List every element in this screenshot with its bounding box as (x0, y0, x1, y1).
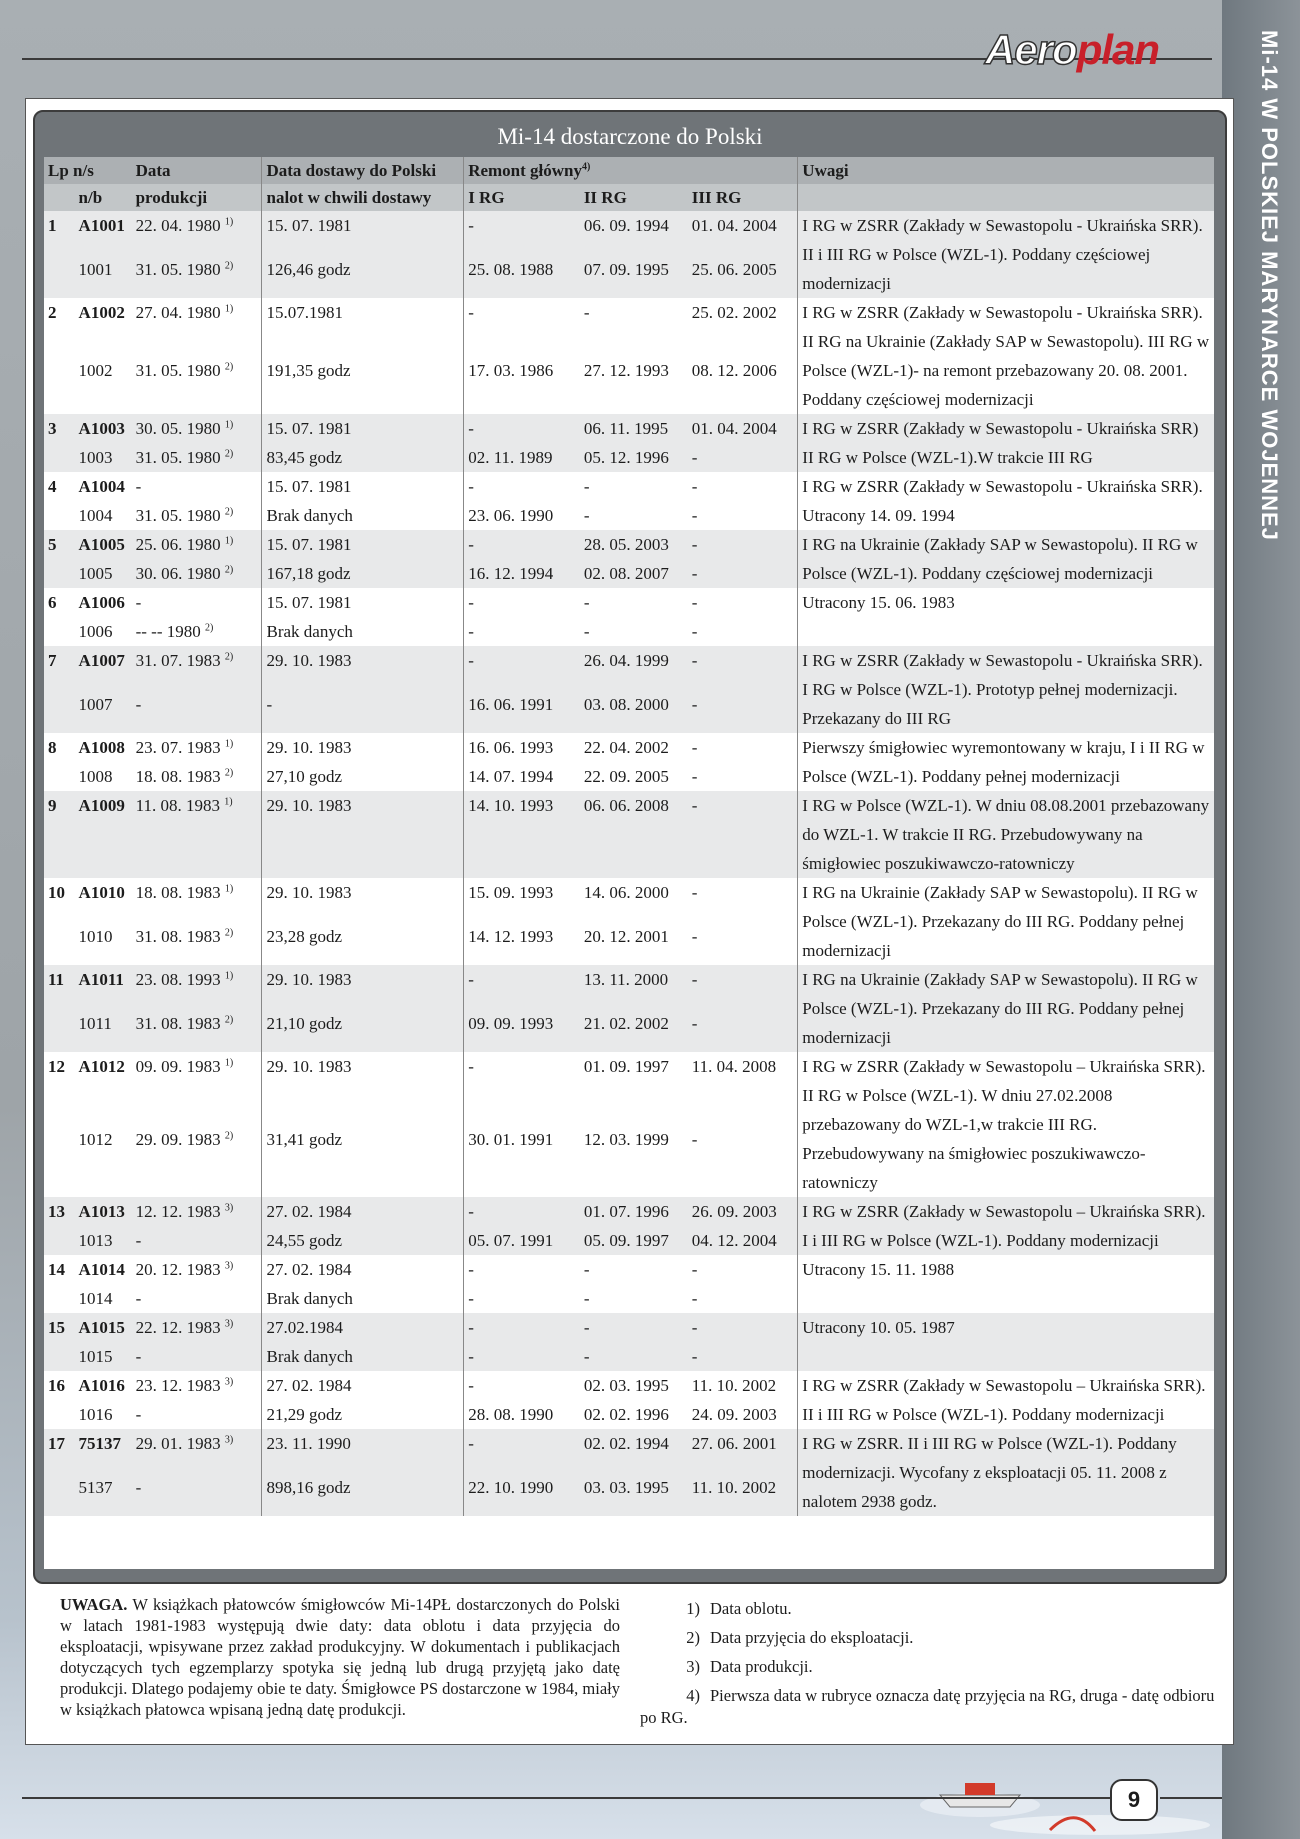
cell-date-oblot: 29. 01. 1983 $^{3)}$ (132, 1429, 262, 1473)
table-row (44, 1429, 1214, 1473)
cell-delivery: 15. 07. 1981 (262, 472, 464, 501)
cell-delivery: 15. 07. 1981 (262, 414, 464, 443)
cell-date-przyjecia: - (132, 1342, 262, 1371)
col-uwagi: Uwagi (798, 157, 1214, 184)
cell-rg3-end: 11. 10. 2002 (688, 1473, 798, 1517)
cell-rg2: 02. 02. 1994 (580, 1429, 688, 1473)
page-number: 9 (1110, 1779, 1158, 1821)
cell-rg1-end: 14. 07. 1994 (464, 762, 580, 791)
table-row (44, 414, 1214, 443)
cell-rg1-end: 05. 07. 1991 (464, 1226, 580, 1255)
cell-delivery: 29. 10. 1983 (262, 733, 464, 762)
cell-lp: 11 (44, 965, 75, 1009)
cell-rg3-end: 08. 12. 2006 (688, 356, 798, 414)
cell-uwagi: I RG w ZSRR (Zakłady w Sewastopolu - Ukraińska SRR). I RG w Polsce (WZL-1). Prototyp pełnej modernizacji. Przekazany do III RG (798, 646, 1214, 733)
footnote-item: 1) Data oblotu. (686, 1599, 792, 1618)
cell-rg3: - (688, 878, 798, 922)
cell-rg1-end: - (464, 1284, 580, 1313)
cell-ns: A1012 (75, 1052, 132, 1125)
cell-ns: A1015 (75, 1313, 132, 1342)
cell-rg3-end: - (688, 443, 798, 472)
cell-delivery: 27.02.1984 (262, 1313, 464, 1342)
col-lp-ns: Lp n/s (44, 157, 132, 184)
cell-rg2: - (580, 298, 688, 356)
cell-lp: 4 (44, 472, 75, 501)
table-title: Mi-14 dostarczone do Polski (497, 124, 763, 149)
cell-lp: 15 (44, 1313, 75, 1342)
cell-rg3: 01. 04. 2004 (688, 211, 798, 255)
table-rows (44, 211, 1214, 1516)
cell-rg2: 06. 11. 1995 (580, 414, 688, 443)
cell-date-oblot: 22. 04. 1980 $^{1)}$ (132, 211, 262, 255)
cell-ns: A1013 (75, 1197, 132, 1226)
cell-ns: A1016 (75, 1371, 132, 1400)
table-row (44, 298, 1214, 356)
col-produkcji: produkcji (132, 184, 262, 211)
footnote-item: 3) Data produkcji. (686, 1657, 813, 1676)
cell-rg1: - (464, 588, 580, 617)
cell-ns: A1001 (75, 211, 132, 255)
cell-rg2-end: 03. 03. 1995 (580, 1473, 688, 1517)
cell-rg2: 26. 04. 1999 (580, 646, 688, 690)
table-row (44, 1255, 1214, 1284)
cell-rg1-end: 23. 06. 1990 (464, 501, 580, 530)
cell-rg1-end: 25. 08. 1988 (464, 255, 580, 299)
cell-ns: A1010 (75, 878, 132, 922)
cell-rg3-end: - (688, 762, 798, 791)
cell-nb: 1004 (75, 501, 132, 530)
cell-rg2: 02. 03. 1995 (580, 1371, 688, 1400)
cell-rg2-end: - (580, 501, 688, 530)
notes-paragraph: UWAGA. W książkach płatowców śmigłowców Mi-14PŁ dostarczonych do Polski w latach 1981-1983 występują dwie daty: data oblotu i data przyjęcia do eksploatacji, wpisywane przez zakład produkcyjny. W dokumentach i publikacjach dotyczących tych egzemplarzy spotyka się jedną lub drugą przyjętą jako datę produkcji. Dlatego podajemy obie te daty. Śmigłowce PS dostarczone w 1984, miały w książkach płatowca wpisaną jedną datę produkcji. (60, 1595, 620, 1719)
cell-rg1-end: 16. 12. 1994 (464, 559, 580, 588)
cell-rg2-end: 12. 03. 1999 (580, 1125, 688, 1198)
cell-delivery: 15. 07. 1981 (262, 211, 464, 255)
cell-nb: 1001 (75, 255, 132, 299)
cell-rg2-end: 07. 09. 1995 (580, 255, 688, 299)
cell-rg2-end: 21. 02. 2002 (580, 1009, 688, 1053)
cell-nb: 1014 (75, 1284, 132, 1313)
cell-uwagi: Pierwszy śmigłowiec wyremontowany w kraju, I i II RG w Polsce (WZL-1). Poddany pełnej modernizacji (798, 733, 1214, 791)
cell-delivery: 27. 02. 1984 (262, 1371, 464, 1400)
cell-date-oblot: 31. 07. 1983 $^{2)}$ (132, 646, 262, 690)
col-rg1: I RG (464, 184, 580, 211)
cell-ns: A1008 (75, 733, 132, 762)
cell-nb: 1015 (75, 1342, 132, 1371)
cell-rg3-end: 24. 09. 2003 (688, 1400, 798, 1429)
cell-rg2: - (580, 588, 688, 617)
cell-rg3-end: - (688, 1125, 798, 1198)
cell-rg2: 22. 04. 2002 (580, 733, 688, 762)
cell-rg3-end: - (688, 690, 798, 734)
cell-date-przyjecia: - (132, 690, 262, 734)
cell-rg2: 28. 05. 2003 (580, 530, 688, 559)
cell-nb: 1012 (75, 1125, 132, 1198)
cell-nb: 1003 (75, 443, 132, 472)
cell-rg2: 01. 09. 1997 (580, 1052, 688, 1125)
cell-uwagi: Utracony 10. 05. 1987 (798, 1313, 1214, 1371)
table-row (44, 472, 1214, 501)
cell-rg2: 06. 09. 1994 (580, 211, 688, 255)
cell-date-przyjecia: 29. 09. 1983 $^{2)}$ (132, 1125, 262, 1198)
cell-uwagi: I RG w Polsce (WZL-1). W dniu 08.08.2001 przebazowany do WZL-1. W trakcie II RG. Przebudowywany na śmigłowiec poszukiwawczo-ratowniczy (798, 791, 1214, 878)
cell-ns: A1005 (75, 530, 132, 559)
col-nalot: nalot w chwili dostawy (262, 184, 464, 211)
footnote-item: 4) Pierwsza data w rubryce oznacza datę przyjęcia na RG, druga - datę odbioru po RG. (640, 1686, 1215, 1727)
cell-ns: A1002 (75, 298, 132, 356)
cell-nalot: Brak danych (262, 1342, 464, 1371)
cell-delivery: 29. 10. 1983 (262, 1052, 464, 1125)
cell-nb: 1006 (75, 617, 132, 646)
cell-rg2-end: - (580, 1342, 688, 1371)
cell-rg3-end: - (688, 501, 798, 530)
cell-rg1: - (464, 530, 580, 559)
cell-uwagi: I RG w ZSRR (Zakłady w Sewastopolu - Ukraińska SRR). Utracony 14. 09. 1994 (798, 472, 1214, 530)
cell-delivery: 15. 07. 1981 (262, 530, 464, 559)
cell-rg2: - (580, 472, 688, 501)
col-data: Data (132, 157, 262, 184)
col-rg3: III RG (688, 184, 798, 211)
cell-nb: 1011 (75, 1009, 132, 1053)
cell-rg1-end: 28. 08. 1990 (464, 1400, 580, 1429)
cell-nb: 1008 (75, 762, 132, 791)
cell-date-przyjecia: - (132, 1400, 262, 1429)
cell-date-oblot: 27. 04. 1980 $^{1)}$ (132, 298, 262, 356)
cell-lp: 9 (44, 791, 75, 878)
cell-lp: 1 (44, 211, 75, 255)
cell-rg3: - (688, 646, 798, 690)
cell-rg2-end: 20. 12. 2001 (580, 922, 688, 966)
cell-rg1: - (464, 211, 580, 255)
cell-lp: 2 (44, 298, 75, 356)
cell-rg3-end: - (688, 922, 798, 966)
col-dostawa: Data dostawy do Polski (262, 157, 464, 184)
cell-rg1: - (464, 646, 580, 690)
cell-rg1: 14. 10. 1993 (464, 791, 580, 878)
cell-rg2-end: 03. 08. 2000 (580, 690, 688, 734)
cell-date-oblot: 23. 08. 1993 $^{1)}$ (132, 965, 262, 1009)
cell-lp: 14 (44, 1255, 75, 1284)
cell-nb: 1010 (75, 922, 132, 966)
cell-ns: A1003 (75, 414, 132, 443)
cell-date-oblot: 22. 12. 1983 $^{3)}$ (132, 1313, 262, 1342)
side-section-title: Mi-14 W POLSKIEJ MARYNARCE WOJENNEJ (1257, 30, 1282, 541)
cell-rg1: - (464, 965, 580, 1009)
cell-date-przyjecia: - (132, 1473, 262, 1517)
col-rg2: II RG (580, 184, 688, 211)
cell-date-przyjecia: 31. 05. 1980 $^{2)}$ (132, 255, 262, 299)
cell-uwagi: I RG w ZSRR. II i III RG w Polsce (WZL-1). Poddany modernizacji. Wycofany z eksploatacji 05. 11. 2008 z nalotem 2938 godz. (798, 1429, 1214, 1516)
cell-delivery: 29. 10. 1983 (262, 965, 464, 1009)
cell-date-przyjecia: 31. 08. 1983 $^{2)}$ (132, 1009, 262, 1053)
cell-lp: 7 (44, 646, 75, 690)
cell-rg1-end: 30. 01. 1991 (464, 1125, 580, 1198)
cell-rg1: 16. 06. 1993 (464, 733, 580, 762)
cell-date-przyjecia: 18. 08. 1983 $^{2)}$ (132, 762, 262, 791)
col-nb: n/b (75, 184, 132, 211)
cell-rg2-end: 05. 12. 1996 (580, 443, 688, 472)
cell-uwagi: I RG w ZSRR (Zakłady w Sewastopolu – Ukraińska SRR). II RG w Polsce (WZL-1). W dniu 27.02.2008 przebazowany do WZL-1,w trakcie III RG. Przebudowywany na śmigłowiec poszukiwawczo-ratowniczy (798, 1052, 1214, 1197)
cell-rg2-end: 22. 09. 2005 (580, 762, 688, 791)
footer-rule (22, 1797, 1112, 1799)
cell-delivery: 29. 10. 1983 (262, 878, 464, 922)
cell-nalot: 167,18 godz (262, 559, 464, 588)
cell-date-oblot: - (132, 472, 262, 501)
cell-rg3: - (688, 588, 798, 617)
cell-date-oblot: - (132, 588, 262, 617)
cell-uwagi: Utracony 15. 06. 1983 (798, 588, 1214, 646)
cell-rg1: - (464, 414, 580, 443)
cell-date-oblot: 23. 12. 1983 $^{3)}$ (132, 1371, 262, 1400)
cell-ns: A1011 (75, 965, 132, 1009)
cell-date-przyjecia: 31. 08. 1983 $^{2)}$ (132, 922, 262, 966)
cell-rg3: - (688, 733, 798, 762)
cell-nalot: Brak danych (262, 501, 464, 530)
cell-uwagi: I RG w ZSRR (Zakłady w Sewastopolu – Ukraińska SRR). I i III RG w Polsce (WZL-1). Poddany modernizacji (798, 1197, 1214, 1255)
cell-rg3-end: - (688, 1009, 798, 1053)
col-remont: Remont główny$^{4)}$ (464, 157, 798, 184)
cell-nb: 1002 (75, 356, 132, 414)
cell-date-przyjecia: 31. 05. 1980 $^{2)}$ (132, 356, 262, 414)
cell-rg2: - (580, 1313, 688, 1342)
cell-nb: 1016 (75, 1400, 132, 1429)
cell-rg3: 11. 10. 2002 (688, 1371, 798, 1400)
cell-nalot: Brak danych (262, 617, 464, 646)
cell-date-przyjecia: 31. 05. 1980 $^{2)}$ (132, 443, 262, 472)
cell-delivery: 29. 10. 1983 (262, 791, 464, 878)
cell-uwagi: I RG w ZSRR (Zakłady w Sewastopolu – Ukraińska SRR). II i III RG w Polsce (WZL-1). Poddany modernizacji (798, 1371, 1214, 1429)
cell-nalot: 23,28 godz (262, 922, 464, 966)
cell-uwagi: I RG w ZSRR (Zakłady w Sewastopolu - Ukraińska SRR). II i III RG w Polsce (WZL-1). Poddany częściowej modernizacji (798, 211, 1214, 298)
cell-date-oblot: 09. 09. 1983 $^{1)}$ (132, 1052, 262, 1125)
cell-rg1: - (464, 1197, 580, 1226)
cell-rg3: 27. 06. 2001 (688, 1429, 798, 1473)
cell-lp: 16 (44, 1371, 75, 1400)
table-row (44, 878, 1214, 922)
cell-rg2-end: 02. 08. 2007 (580, 559, 688, 588)
cell-rg3: - (688, 472, 798, 501)
cell-date-oblot: 20. 12. 1983 $^{3)}$ (132, 1255, 262, 1284)
cell-rg3: - (688, 1313, 798, 1342)
cell-rg3-end: 25. 06. 2005 (688, 255, 798, 299)
cell-rg2-end: 02. 02. 1996 (580, 1400, 688, 1429)
cell-nalot: Brak danych (262, 1284, 464, 1313)
table-row (44, 733, 1214, 762)
cell-uwagi: I RG na Ukrainie (Zakłady SAP w Sewastopolu). II RG w Polsce (WZL-1). Przekazany do III RG. Poddany pełnej modernizacji (798, 965, 1214, 1052)
cell-rg3-end: - (688, 1284, 798, 1313)
cell-rg2-end: - (580, 1284, 688, 1313)
cell-rg3: 25. 02. 2002 (688, 298, 798, 356)
cell-rg3-end: - (688, 617, 798, 646)
aeroplan-logo: Aeroplan (985, 26, 1160, 73)
cell-rg2-end: 27. 12. 1993 (580, 356, 688, 414)
cell-date-przyjecia: - (132, 1284, 262, 1313)
cell-rg1: - (464, 1255, 580, 1284)
cell-rg1-end: 16. 06. 1991 (464, 690, 580, 734)
deliveries-table (44, 157, 1214, 1516)
hovercraft-photo-icon (870, 1745, 1210, 1839)
cell-nb: 5137 (75, 1473, 132, 1517)
cell-rg3: - (688, 530, 798, 559)
cell-nalot: 898,16 godz (262, 1473, 464, 1517)
cell-date-oblot: 12. 12. 1983 $^{3)}$ (132, 1197, 262, 1226)
cell-date-oblot: 18. 08. 1983 $^{1)}$ (132, 878, 262, 922)
cell-date-przyjecia: - (132, 1226, 262, 1255)
table-row (44, 1371, 1214, 1400)
cell-lp: 8 (44, 733, 75, 762)
cell-nalot: - (262, 690, 464, 734)
footer-rule-right (1160, 1797, 1222, 1799)
cell-uwagi: I RG na Ukrainie (Zakłady SAP w Sewastopolu). II RG w Polsce (WZL-1). Przekazany do III RG. Poddany pełnej modernizacji (798, 878, 1214, 965)
cell-rg1-end: 14. 12. 1993 (464, 922, 580, 966)
cell-rg1-end: 09. 09. 1993 (464, 1009, 580, 1053)
cell-rg3: - (688, 1255, 798, 1284)
cell-rg3-end: - (688, 559, 798, 588)
cell-nalot: 24,55 godz (262, 1226, 464, 1255)
table-row (44, 530, 1214, 559)
cell-rg3: - (688, 965, 798, 1009)
cell-delivery: 27. 02. 1984 (262, 1255, 464, 1284)
cell-rg1: - (464, 472, 580, 501)
cell-nb: 1013 (75, 1226, 132, 1255)
cell-nalot: 191,35 godz (262, 356, 464, 414)
table-row (44, 965, 1214, 1009)
cell-date-przyjecia: -- -- 1980 $^{2)}$ (132, 617, 262, 646)
cell-rg2: 13. 11. 2000 (580, 965, 688, 1009)
cell-rg3-end: - (688, 1342, 798, 1371)
table-row (44, 791, 1214, 878)
cell-rg2: 01. 07. 1996 (580, 1197, 688, 1226)
cell-ns: A1007 (75, 646, 132, 690)
cell-rg1: - (464, 1313, 580, 1342)
cell-rg3: 01. 04. 2004 (688, 414, 798, 443)
cell-rg2-end: 05. 09. 1997 (580, 1226, 688, 1255)
cell-nalot: 31,41 godz (262, 1125, 464, 1198)
cell-rg1: - (464, 298, 580, 356)
cell-uwagi: I RG w ZSRR (Zakłady w Sewastopolu - Ukraińska SRR). II RG na Ukrainie (Zakłady SAP w Sewastopolu). III RG w Polsce (WZL-1)- na remont przebazowany 20. 08. 2001. Poddany częściowej modernizacji (798, 298, 1214, 414)
table-panel (33, 110, 1227, 1584)
cell-delivery: 15. 07. 1981 (262, 588, 464, 617)
cell-lp: 5 (44, 530, 75, 559)
cell-nalot: 126,46 godz (262, 255, 464, 299)
cell-date-oblot: 25. 06. 1980 $^{1)}$ (132, 530, 262, 559)
cell-rg3: - (688, 791, 798, 878)
cell-date-oblot: 30. 05. 1980 $^{1)}$ (132, 414, 262, 443)
cell-nalot: 21,10 godz (262, 1009, 464, 1053)
cell-rg2-end: - (580, 617, 688, 646)
cell-ns: A1004 (75, 472, 132, 501)
table-row (44, 646, 1214, 690)
cell-rg2: 06. 06. 2008 (580, 791, 688, 878)
cell-rg2: - (580, 1255, 688, 1284)
cell-rg1-end: - (464, 1342, 580, 1371)
table-body-wrap (44, 157, 1214, 1569)
cell-nalot: 83,45 godz (262, 443, 464, 472)
cell-date-przyjecia: 31. 05. 1980 $^{2)}$ (132, 501, 262, 530)
cell-date-oblot: 23. 07. 1983 $^{1)}$ (132, 733, 262, 762)
cell-ns: A1014 (75, 1255, 132, 1284)
cell-ns: A1006 (75, 588, 132, 617)
cell-nalot: 27,10 godz (262, 762, 464, 791)
cell-rg1: 15. 09. 1993 (464, 878, 580, 922)
cell-rg1-end: 17. 03. 1986 (464, 356, 580, 414)
cell-nb: 1005 (75, 559, 132, 588)
cell-lp: 3 (44, 414, 75, 443)
cell-lp: 17 (44, 1429, 75, 1473)
cell-ns: A1009 (75, 791, 132, 878)
cell-rg3: 11. 04. 2008 (688, 1052, 798, 1125)
footnotes (640, 1594, 1225, 1729)
cell-lp: 12 (44, 1052, 75, 1125)
table-row (44, 1197, 1214, 1226)
cell-rg3-end: 04. 12. 2004 (688, 1226, 798, 1255)
table-row (44, 1052, 1214, 1125)
cell-delivery: 23. 11. 1990 (262, 1429, 464, 1473)
cell-nalot: 21,29 godz (262, 1400, 464, 1429)
cell-date-oblot: 11. 08. 1983 $^{1)}$ (132, 791, 262, 878)
cell-rg2: 14. 06. 2000 (580, 878, 688, 922)
cell-delivery: 29. 10. 1983 (262, 646, 464, 690)
cell-rg1: - (464, 1371, 580, 1400)
table-row (44, 1313, 1214, 1342)
cell-rg1-end: 02. 11. 1989 (464, 443, 580, 472)
cell-rg1-end: - (464, 617, 580, 646)
cell-delivery: 27. 02. 1984 (262, 1197, 464, 1226)
cell-uwagi: I RG w ZSRR (Zakłady w Sewastopolu - Ukraińska SRR) II RG w Polsce (WZL-1).W trakcie III RG (798, 414, 1214, 472)
footnote-item: 2) Data przyjęcia do eksploatacji. (686, 1628, 914, 1647)
cell-lp: 10 (44, 878, 75, 922)
cell-rg1: - (464, 1429, 580, 1473)
cell-lp: 13 (44, 1197, 75, 1226)
table-row (44, 211, 1214, 255)
cell-ns: 75137 (75, 1429, 132, 1473)
table-row (44, 588, 1214, 617)
cell-uwagi: Utracony 15. 11. 1988 (798, 1255, 1214, 1313)
cell-rg1: - (464, 1052, 580, 1125)
cell-rg1-end: 22. 10. 1990 (464, 1473, 580, 1517)
cell-lp: 6 (44, 588, 75, 617)
cell-delivery: 15.07.1981 (262, 298, 464, 356)
cell-uwagi: I RG na Ukrainie (Zakłady SAP w Sewastopolu). II RG w Polsce (WZL-1). Poddany częściowej modernizacji (798, 530, 1214, 588)
cell-date-przyjecia: 30. 06. 1980 $^{2)}$ (132, 559, 262, 588)
cell-nb: 1007 (75, 690, 132, 734)
cell-rg3: 26. 09. 2003 (688, 1197, 798, 1226)
